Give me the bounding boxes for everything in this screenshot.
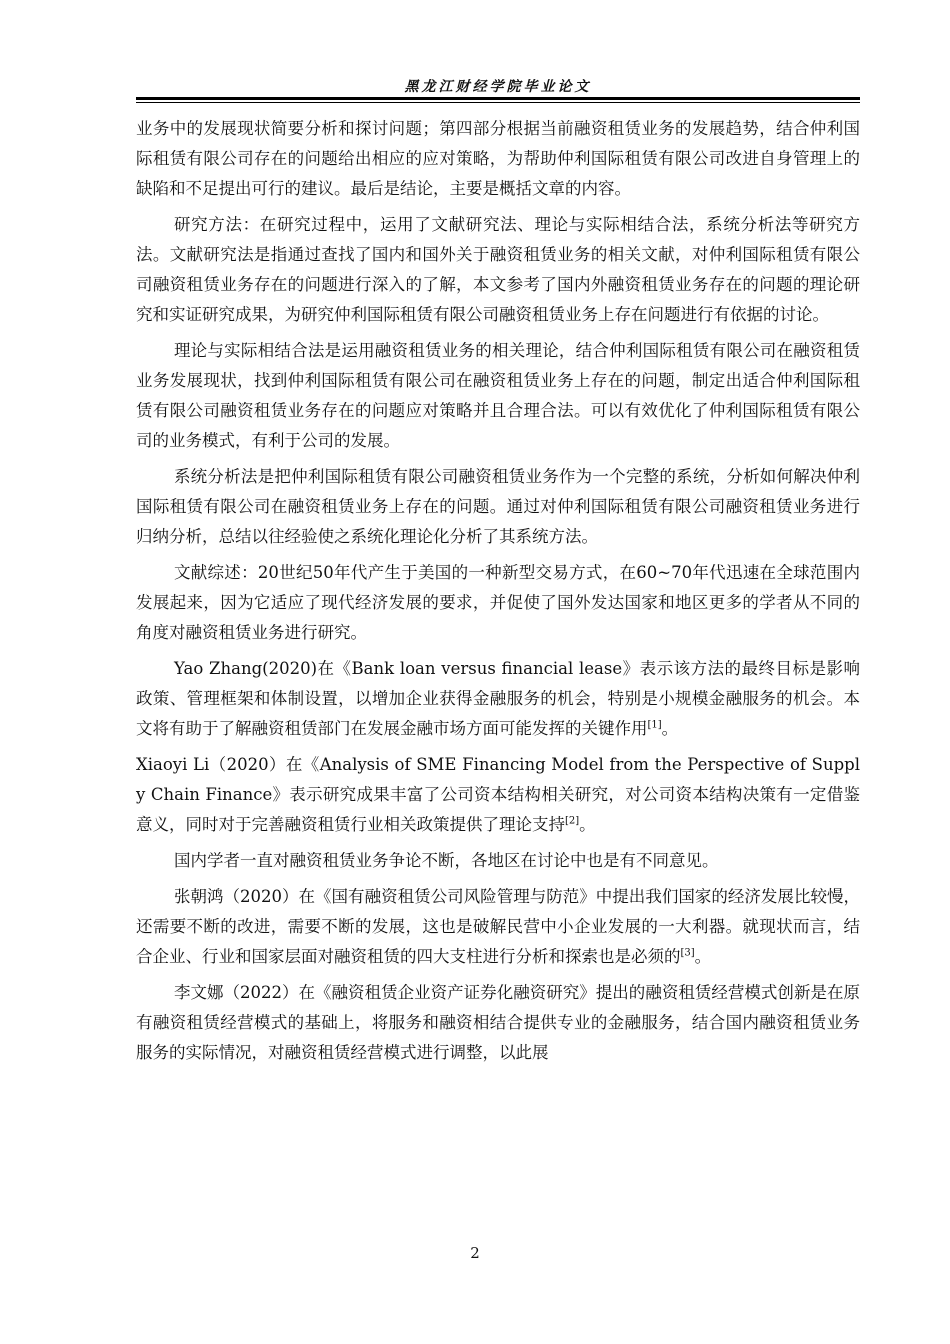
paragraph-text: 李文娜（2022）在《融资租赁企业资产证券化融资研究》提出的融资租赁经营模式创新是在原有融资租赁经营模式的基础上，将服务和融资相结合提供专业的金融服务，结合国内融资租赁业务服务的实际情况，对融资租赁经营模式进行调整，以此展 xyxy=(136,983,860,1062)
header-rule-thin xyxy=(136,102,860,103)
paragraph-text: 文献综述：20世纪50年代产生于美国的一种新型交易方式，在60~70年代迅速在全球范围内发展起来，因为它适应了现代经济发展的要求，并促使了国外发达国家和地区更多的学者从不同的角度对融资租赁业务进行研究。 xyxy=(136,563,860,642)
paragraph xyxy=(136,654,860,744)
citation-mark: [1] xyxy=(647,719,662,731)
running-header: 黑龙江财经学院毕业论文 xyxy=(404,79,592,95)
paragraph-text: Xiaoyi Li（2020）在《Analysis of SME Financing Model from the Perspective of Supply Chain Finance》表示研究成果丰富了公司资本结构相关研究，对公司资本结构决策有一定借鉴意义，同时对于完善融资租赁行业相关政策提供了理论支持 xyxy=(136,755,860,834)
citation-mark: [2] xyxy=(565,815,580,827)
paragraph xyxy=(136,882,860,972)
paragraph-text: 理论与实际相结合法是运用融资租赁业务的相关理论，结合仲利国际租赁有限公司在融资租赁业务发展现状，找到仲利国际租赁有限公司在融资租赁业务上存在的问题，制定出适合仲利国际租赁有限公司融资租赁业务存在的问题应对策略并且合理合法。可以有效优化了仲利国际租赁有限公司的业务模式，有利于公司的发展。 xyxy=(136,341,860,450)
paragraph-text: 国内学者一直对融资租赁业务争论不断，各地区在讨论中也是有不同意见。 xyxy=(173,851,719,870)
paragraph xyxy=(136,978,860,1068)
paragraph xyxy=(136,462,860,552)
paragraph xyxy=(136,210,860,330)
paragraph xyxy=(136,750,860,840)
paragraph-tail: 。 xyxy=(579,815,596,834)
page-number: 2 xyxy=(470,1244,480,1262)
paragraph-text: 张朝鸿（2020）在《国有融资租赁公司风险管理与防范》中提出我们国家的经济发展比较慢，还需要不断的改进，需要不断的发展，这也是破解民营中小企业发展的一大利器。就现状而言，结合企业、行业和国家层面对融资租赁的四大支柱进行分析和探索也是必须的 xyxy=(136,887,860,966)
header-rule-thick xyxy=(136,97,860,100)
paragraph xyxy=(136,336,860,456)
paragraph-text: Yao Zhang(2020)在《Bank loan versus financial lease》表示该方法的最终目标是影响政策、管理框架和体制设置，以增加企业获得金融服务的机会，特别是小规模金融服务的机会。本文将有助于了解融资租赁部门在发展金融市场方面可能发挥的关键作用 xyxy=(136,659,860,738)
paragraph xyxy=(136,114,860,204)
paragraph xyxy=(136,846,860,876)
paragraph xyxy=(136,558,860,648)
paragraph-tail: 。 xyxy=(661,719,679,738)
paragraph-text: 研究方法：在研究过程中，运用了文献研究法、理论与实际相结合法，系统分析法等研究方法。文献研究法是指通过查找了国内和国外关于融资租赁业务的相关文献，对仲利国际租赁有限公司融资租赁业务存在的问题进行深入的了解，本文参考了国内外融资租赁业务存在的问题的理论研究和实证研究成果，为研究仲利国际租赁有限公司融资租赁业务上存在问题进行有依据的讨论。 xyxy=(136,215,860,324)
paragraph-tail: 。 xyxy=(694,947,712,966)
paragraph-text: 业务中的发展现状简要分析和探讨问题；第四部分根据当前融资租赁业务的发展趋势，结合仲利国际租赁有限公司存在的问题给出相应的应对策略，为帮助仲利国际租赁有限公司改进自身管理上的缺陷和不足提出可行的建议。最后是结论，主要是概括文章的内容。 xyxy=(136,119,860,198)
paragraph-text: 系统分析法是把仲利国际租赁有限公司融资租赁业务作为一个完整的系统，分析如何解决仲利国际租赁有限公司在融资租赁业务上存在的问题。通过对仲利国际租赁有限公司融资租赁业务进行归纳分析，总结以往经验使之系统化理论化分析了其系统方法。 xyxy=(136,467,860,546)
citation-mark: [3] xyxy=(680,947,695,959)
body-text xyxy=(136,114,860,1074)
